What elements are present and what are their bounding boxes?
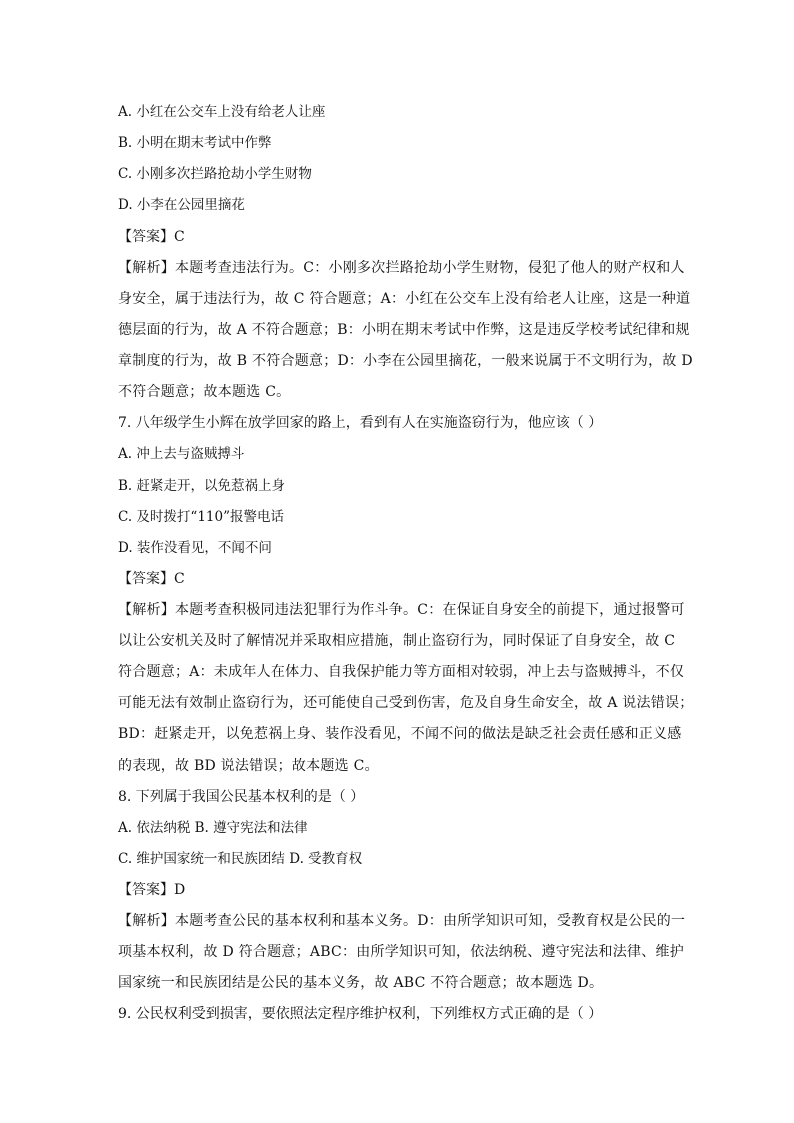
- q8-analysis-line-2: 项基本权利，故 D 符合题意；ABC：由所学知识可知，依法纳税、遵守宪法和法律、维护: [118, 944, 684, 960]
- q7-option-c: C. 及时拨打“110”报警电话: [118, 509, 285, 525]
- q7-analysis-line-1: 【解析】本题考查积极同违法犯罪行为作斗争。C：在保证自身安全的前提下，通过报警可: [118, 602, 685, 618]
- q6-option-a: A. 小红在公交车上没有给老人让座: [118, 104, 326, 120]
- q8-analysis-line-3: 国家统一和民族团结是公民的基本义务，故 ABC 不符合题意；故本题选 D。: [118, 975, 604, 991]
- q6-analysis-line-3: 德层面的行为，故 A 不符合题意；B：小明在期末考试中作弊，这是违反学校考试纪律和规: [118, 322, 690, 338]
- q6-analysis-line-4: 章制度的行为，故 B 不符合题意；D：小李在公园里摘花，一般来说属于不文明行为，故 D: [118, 353, 693, 369]
- q8-answer: 【答案】D: [118, 882, 186, 898]
- q7-analysis-line-2: 以让公安机关及时了解情况并采取相应措施，制止盗窃行为，同时保证了自身安全，故 C: [118, 633, 676, 649]
- q7-analysis-line-6: 的表现，故 BD 说法错误；故本题选 C。: [118, 758, 379, 774]
- q8-options-line-2: C. 维护国家统一和民族团结 D. 受教育权: [118, 851, 363, 867]
- q7-option-a: A. 冲上去与盗贼搏斗: [118, 446, 245, 462]
- q6-analysis-line-2: 身安全，属于违法行为，故 C 符合题意；A：小红在公交车上没有给老人让座，这是一种道: [118, 291, 691, 307]
- q8-options-line-1: A. 依法纳税 B. 遵守宪法和法律: [118, 820, 308, 836]
- q7-stem: 7. 八年级学生小辉在放学回家的路上，看到有人在实施盗窃行为，他应该（ ）: [118, 415, 603, 431]
- q7-analysis-line-5: BD：赶紧走开，以免惹祸上身、装作没看见，不闻不问的做法是缺乏社会责任感和正义感: [118, 726, 682, 742]
- q6-answer: 【答案】C: [118, 229, 185, 245]
- q7-option-b: B. 赶紧走开，以免惹祸上身: [118, 478, 286, 494]
- q9-stem: 9. 公民权利受到损害，要依照法定程序维护权利，下列维权方式正确的是（ ）: [118, 1006, 603, 1022]
- q7-option-d: D. 装作没看见，不闻不问: [118, 540, 272, 556]
- q6-analysis-line-5: 不符合题意；故本题选 C。: [118, 384, 291, 400]
- q6-option-d: D. 小李在公园里摘花: [118, 197, 245, 213]
- q7-analysis-line-4: 可能无法有效制止盗窃行为，还可能使自己受到伤害，危及自身生命安全，故 A 说法错误；: [118, 695, 694, 711]
- q7-answer: 【答案】C: [118, 571, 185, 587]
- q6-analysis-line-1: 【解析】本题考查违法行为。C：小刚多次拦路抢劫小学生财物，侵犯了他人的财产权和人: [118, 260, 685, 276]
- q6-option-c: C. 小刚多次拦路抢劫小学生财物: [118, 166, 312, 182]
- q7-analysis-line-3: 符合题意；A：未成年人在体力、自我保护能力等方面相对较弱，冲上去与盗贼搏斗，不仅: [118, 664, 685, 680]
- q8-analysis-line-1: 【解析】本题考查公民的基本权利和基本义务。D：由所学知识可知，受教育权是公民的一: [118, 913, 686, 929]
- q6-option-b: B. 小明在期末考试中作弊: [118, 135, 272, 151]
- q8-stem: 8. 下列属于我国公民基本权利的是（ ）: [118, 789, 365, 805]
